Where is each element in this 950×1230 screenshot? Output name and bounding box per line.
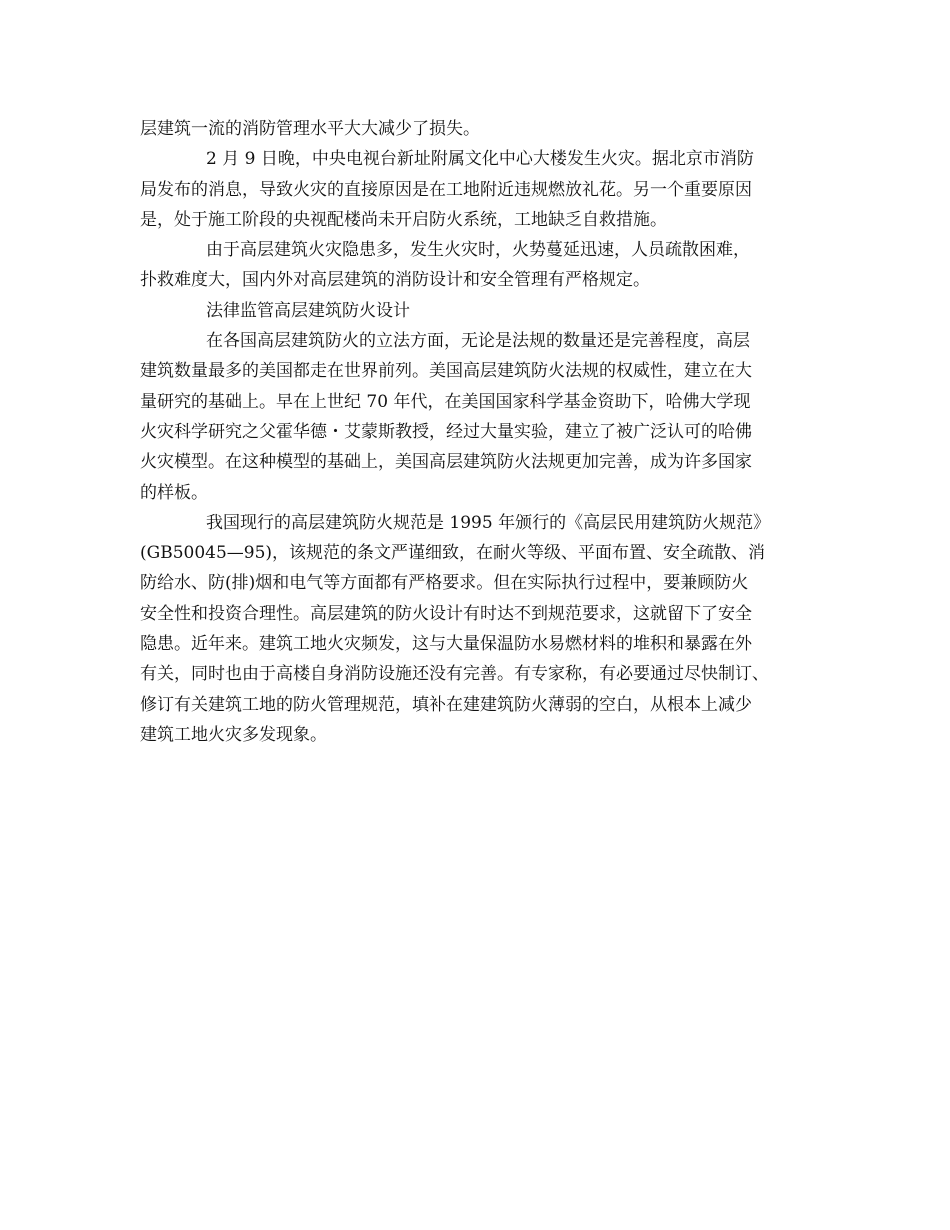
paragraph-start-line: 2 月 9 日晚，中央电视台新址附属文化中心大楼发生火灾。据北京市消防 (206, 149, 754, 170)
text-line: 建筑数量最多的美国都走在世界前列。美国高层建筑防火法规的权威性，建立在大 (140, 361, 752, 382)
text-line: 建筑工地火灾多发现象。 (140, 724, 327, 745)
text-line: 局发布的消息，导致火灾的直接原因是在工地附近违规燃放礼花。另一个重要原因 (140, 179, 752, 200)
paragraph-start-line: 在各国高层建筑防火的立法方面，无论是法规的数量还是完善程度，高层 (206, 331, 750, 352)
paragraph-start-line: 由于高层建筑火灾隐患多，发生火灾时，火势蔓延迅速，人员疏散困难， (206, 240, 750, 261)
text-line: 有关，同时也由于高楼自身消防设施还没有完善。有专家称，有必要通过尽快制订、 (140, 664, 769, 685)
text-line: 安全性和投资合理性。高层建筑的防火设计有时达不到规范要求，这就留下了安全 (140, 603, 752, 624)
text-line: 的样板。 (140, 482, 208, 503)
text-line: 防给水、防(排)烟和电气等方面都有严格要求。但在实际执行过程中，要兼顾防火 (140, 573, 749, 594)
section-heading: 法律监管高层建筑防火设计 (206, 300, 410, 321)
text-line: 层建筑一流的消防管理水平大大减少了损失。 (140, 119, 480, 139)
text-line: (GB50045—95)，该规范的条文严谨细致，在耐火等级、平面布置、安全疏散、消 (140, 543, 766, 564)
document-body (140, 114, 812, 750)
text-line: 是，处于施工阶段的央视配楼尚未开启防火系统，工地缺乏自救措施。 (140, 209, 667, 230)
text-line: 修订有关建筑工地的防火管理规范，填补在建建筑防火薄弱的空白，从根本上减少 (140, 694, 752, 715)
paragraph-start-line: 我国现行的高层建筑防火规范是 1995 年颁行的《高层民用建筑防火规范》 (206, 512, 771, 533)
text-line: 火灾科学研究之父霍华德・艾蒙斯教授，经过大量实验，建立了被广泛认可的哈佛 (140, 421, 752, 442)
text-line: 量研究的基础上。早在上世纪 70 年代，在美国国家科学基金资助下，哈佛大学现 (140, 391, 751, 412)
text-line: 扑救难度大，国内外对高层建筑的消防设计和安全管理有严格规定。 (140, 270, 650, 291)
text-line: 隐患。近年来。建筑工地火灾频发，这与大量保温防水易燃材料的堆积和暴露在外 (140, 634, 752, 655)
text-line: 火灾模型。在这种模型的基础上，美国高层建筑防火法规更加完善，成为许多国家 (140, 452, 752, 473)
